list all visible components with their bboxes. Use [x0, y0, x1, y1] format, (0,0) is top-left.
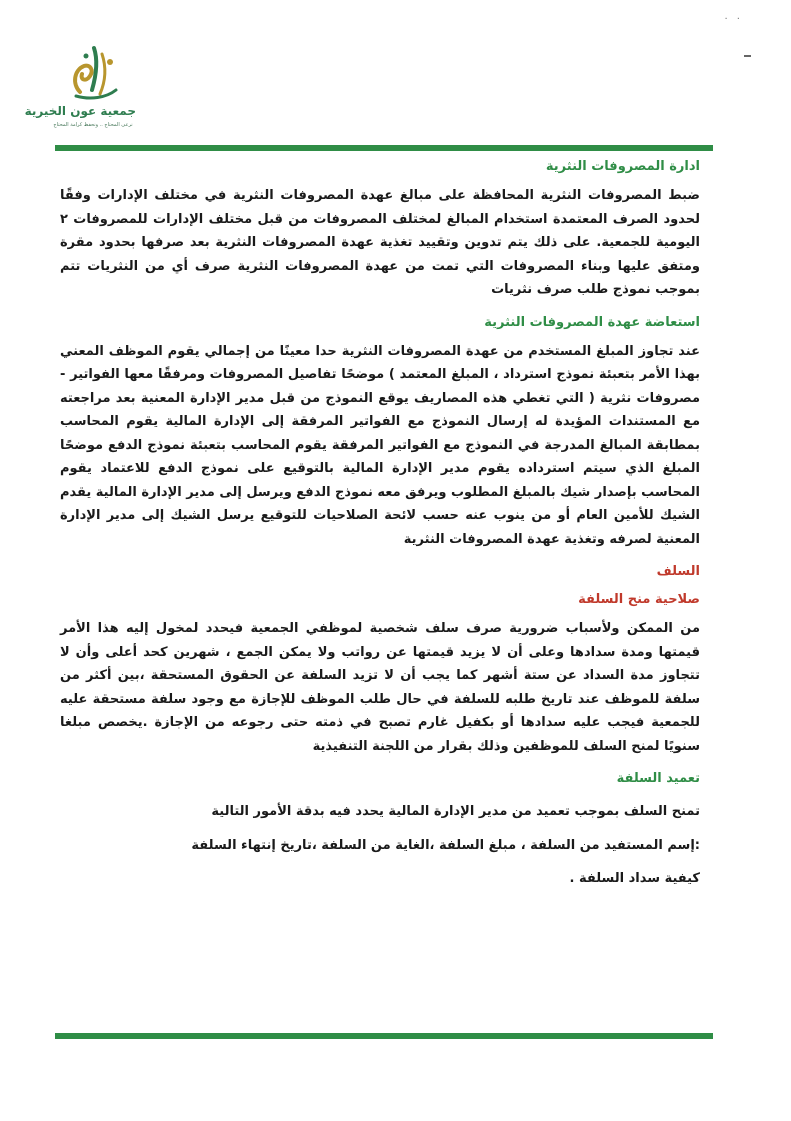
header-divider: [55, 145, 713, 151]
paragraph-advance-authority: من الممكن ولأسباب ضرورية صرف سلف شخصية لموظفي الجمعية فيحدد لمخول إليه هذا الأمر قيمتها ومدة سدادها وعلى أن لا يزيد قيمتها عن رواتب ولا يمكن الجمع ، شهرين كحد أعلى وأن لا تتجاوز مدة السداد عن ستة أشهر كما يجب أن لا تزيد السلفة عن الحقوق المستحقة ،بين أكثر من سلفة للموظف عند تاريخ طلبه للسلفة في حال طلب الموظف للإجازة مع وجود سلفة مستحقة عليه للجمعية فيجب عليه سدادها أو بكفيل غارم تصبح في ذمته حتى رجوعه من الإجازة .يخصص مبلغا سنويًا لمنح السلف للموظفين وذلك بقرار من اللجنة التنفيذية: [60, 621, 700, 754]
section-heading-advance-approval: تعميد السلفة: [616, 771, 700, 786]
paragraph-advance-approval-repayment: كيفية سداد السلفة .: [569, 871, 700, 886]
paragraph-advance-approval-intro: تمنح السلف بموجب تعميد من مدير الإدارة المالية يحدد فيه بدقة الأمور التالية: [211, 804, 700, 819]
logo-tagline: نرعى المحتاج .. ونحفظ كرامة المحتاج: [53, 122, 133, 128]
organization-logo: [24, 40, 136, 135]
logo-calligraphy-icon: [50, 40, 136, 102]
document-body: [60, 156, 700, 891]
logo-name: جمعية عون الخيرية: [24, 104, 136, 118]
section-heading-petty-cash-management: ادارة المصروفات النثرية: [545, 159, 700, 174]
section-heading-advance-authority: صلاحية منح السلفة: [578, 592, 700, 607]
section-heading-petty-cash-replenishment: استعاضة عهدة المصروفات النثرية: [484, 314, 700, 330]
footer-divider: [55, 1033, 713, 1039]
section-heading-advances: السلف: [656, 564, 700, 579]
paragraph-petty-cash-management: ضبط المصروفات النثرية المحافظة على مبالغ عهدة المصروفات النثرية في مختلف الإدارات وفقًا لحدود الصرف المعتمدة استخدام المبالغ لمختلف المصروفات من قبل مختلف الإدارات للمصروفات ٢ اليومية للجمعية. على ذلك يتم تدوين وتقييد تغذية عهدة المصروفات النثرية بعد صرفها بحدود مقرة ومتفق عليها وبناء المصروفات التي تمت من عهدة المصروفات النثرية صرف أي من النثريات تتم بموجب نموذج طلب صرف نثريات: [60, 188, 700, 297]
scan-mark: · ·: [724, 14, 743, 25]
paragraph-advance-approval-items: :إسم المستفيد من السلفة ، مبلغ السلفة ،الغاية من السلفة ،تاريخ إنتهاء السلفة: [191, 837, 700, 853]
paragraph-petty-cash-replenishment: عند تجاوز المبلغ المستخدم من عهدة المصروفات النثرية حدا معينًا من إجمالي يقوم الموظف المعني بهذا الأمر بتعبئة نموذج استرداد ، المبلغ المعتمد ) موضحًا تفاصيل المصروفات ومرفقًا معها الفواتير - مصروفات نثرية ( التي تغطي هذه المصاريف يوقع النموذج من قبل مدير الإدارة المعنية بعد مراجعته مع المستندات المؤيدة له إرسال النموذج مع الفواتير المرفقة إلى الإدارة المالية يقوم المحاسب بمطابقة المبالغ المدرجة في النموذج مع الفواتير المرفقة يقوم المحاسب بتعبئة نموذج الدفع موضحًا المبلغ الذي سيتم استرداده يقوم مدير الإدارة المالية بالتوقيع على نموذج الدفع للاعتماد يقوم المحاسب بإصدار شيك بالمبلغ المطلوب ويرفق معه نموذج الدفع ويرسل إلى مدير الإدارة المالية يقدم الشيك للأمين العام أو من ينوب عنه حسب لائحة الصلاحيات للتوقيع يرسل الشيك إلى مدير الإدارة المعنية لصرفه وتغذية عهدة المصروفات النثرية: [59, 343, 700, 547]
scan-mark-dash: [744, 55, 751, 57]
